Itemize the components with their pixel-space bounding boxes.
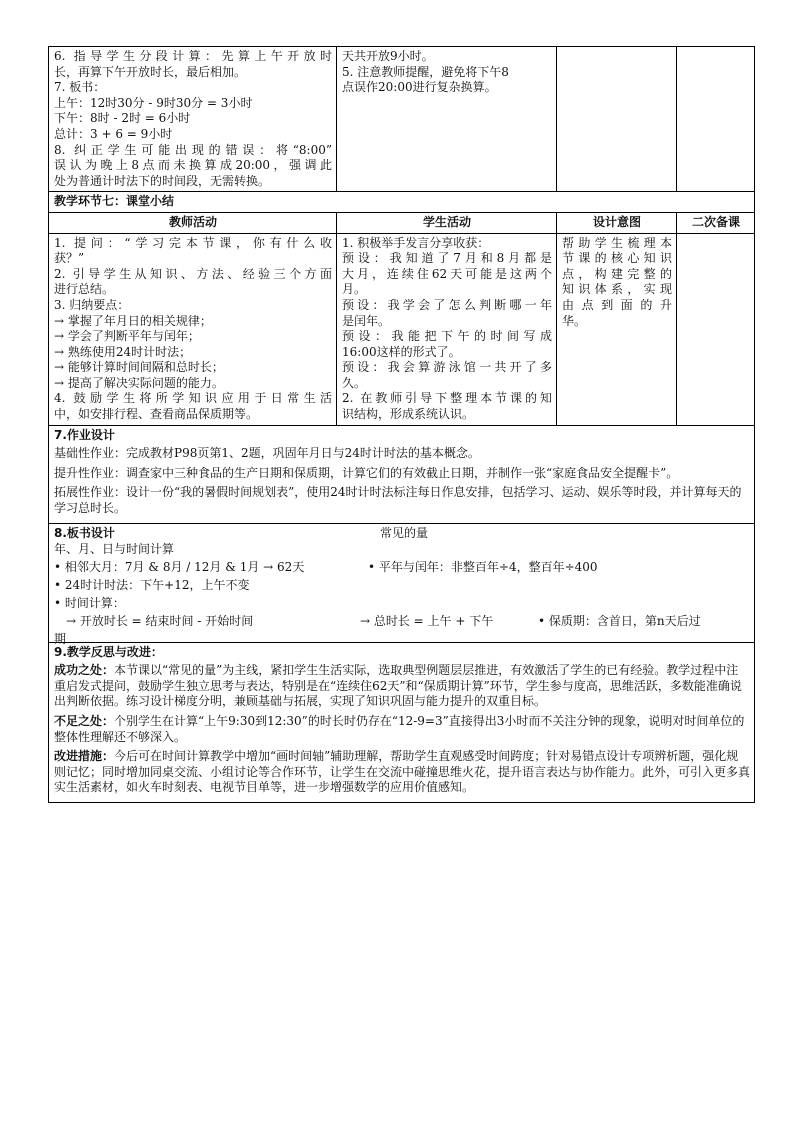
summary-content-row bbox=[49, 233, 755, 425]
board-point-24h: • 24时计时法：下午+12，上午不变 bbox=[54, 577, 250, 592]
text-line: 中，如安排行程、查看商品保质期等。 bbox=[54, 407, 259, 422]
text-line: 是闰年。 bbox=[342, 313, 391, 328]
column-header-row bbox=[49, 212, 755, 233]
text-line: 3. 归纳要点： bbox=[54, 297, 130, 312]
text-line: 1. 积极举手发言分享收获： bbox=[342, 235, 490, 250]
homework-basic: 基础性作业：完成教材P98页第1、2题，巩固年月日与24时计时法的基本概念。 bbox=[54, 446, 480, 461]
text-line: 天共开放9小时。 bbox=[342, 49, 434, 63]
shortfall-label: 不足之处： bbox=[54, 714, 115, 728]
text-line: 久。 bbox=[342, 375, 367, 390]
board-center-title: 常见的量 bbox=[380, 525, 429, 540]
text-line: 点，构建完整的 bbox=[562, 266, 672, 281]
text-line: 华。 bbox=[562, 313, 587, 328]
student-activity-cell bbox=[337, 47, 557, 192]
homework-improve: 提升性作业：调查家中三种食品的生产日期和保质期，计算它们的有效截止日期，并制作一张“家庭食品安全提醒卡”。 bbox=[54, 465, 679, 480]
text-line: 长，再算下午开放时长，最后相加。 bbox=[54, 64, 247, 79]
continuation-row bbox=[49, 47, 755, 192]
text-line: 预设：我能把下午的时间写成 bbox=[342, 329, 552, 344]
text-line: 1. 提问：“学习完本节课，你有什么收 bbox=[54, 235, 332, 250]
reflection-cell bbox=[49, 642, 755, 802]
text-line: 4. 鼓励学生将所学知识应用于日常生活 bbox=[54, 391, 332, 406]
homework-title: 7.作业设计 bbox=[54, 427, 115, 442]
text-line: → 学会了判断平年与闰年； bbox=[54, 329, 200, 344]
lesson-plan-table bbox=[48, 46, 755, 803]
improve-text: 今后可在时间计算教学中增加“画时间轴”辅助理解，帮助学生直观感受时间跨度；针对易错点设计专项辨析题，强化规则记忆；同时增加同桌交流、小组讨论等合作环节，让学生在交流中碰撞思维火花，提升语言表达与协作能力。此外，可引入更多真实生活素材，如火车时刻表、电视节目单等，进一步增强数学的应用价值感知。 bbox=[54, 749, 751, 795]
text-line: 获？” bbox=[54, 251, 85, 266]
text-line: 6. 指导学生分段计算：先算上午开放时 bbox=[54, 49, 332, 63]
reflection-success bbox=[54, 663, 750, 710]
board-point-leap-year: • 平年与闰年：非整百年÷4，整百年÷400 bbox=[368, 559, 598, 574]
text-line: 预设：我会算游泳馆一共开了多 bbox=[342, 360, 552, 375]
text-line: 节课的核心知识 bbox=[562, 251, 672, 266]
text-line: 知识体系，实现 bbox=[562, 282, 672, 297]
text-line: 总计：3 + 6 = 9小时 bbox=[54, 126, 173, 141]
improve-label: 改进措施： bbox=[54, 749, 115, 764]
teacher-activity-cell bbox=[49, 47, 337, 192]
homework-cell bbox=[49, 425, 755, 523]
text-line: 8. 纠正学生可能出现的错误：将“8:00” bbox=[54, 142, 332, 157]
design-intent-cell bbox=[557, 47, 677, 192]
homework-row bbox=[49, 425, 755, 523]
teacher-activity-cell bbox=[49, 233, 337, 425]
text-line: 大月，连续住62天可能是这两个 bbox=[342, 266, 552, 281]
board-design-row bbox=[49, 523, 755, 642]
text-line: → 提高了解决实际问题的能力。 bbox=[54, 375, 224, 390]
text-line: 5. 注意教师提醒，避免将下午8 bbox=[342, 64, 509, 79]
text-line: 16:00这样的形式了。 bbox=[342, 344, 461, 359]
text-line: 帮助学生梳理本 bbox=[562, 235, 672, 250]
board-point-shelf-life-end: 期 bbox=[54, 631, 67, 646]
board-title: 8.板书设计 bbox=[54, 525, 115, 540]
text-line: 识结构，形成系统认识。 bbox=[342, 407, 475, 422]
text-line: → 掌握了年月日的相关规律； bbox=[54, 313, 212, 328]
second-prep-cell bbox=[677, 47, 755, 192]
header-student-activity: 学生活动 bbox=[337, 212, 557, 233]
board-design-cell bbox=[49, 523, 755, 646]
text-line: 预设：我学会了怎么判断哪一年 bbox=[342, 297, 552, 312]
board-point-time-calc: • 时间计算： bbox=[54, 595, 125, 610]
text-line: 由点到面的升 bbox=[562, 297, 672, 312]
reflection-shortfall bbox=[54, 714, 750, 745]
second-prep-cell bbox=[677, 233, 755, 425]
reflection-title: 9.教学反思与改进： bbox=[54, 644, 163, 659]
text-line: 2. 在教师引导下整理本节课的知 bbox=[342, 391, 552, 406]
success-label: 成功之处： bbox=[54, 663, 115, 678]
board-point-big-months: • 相邻大月：7月 & 8月 / 12月 & 1月 → 62天 bbox=[54, 559, 305, 574]
header-design-intent: 设计意图 bbox=[557, 212, 677, 233]
board-subtitle: 年、月、日与时间计算 bbox=[54, 541, 175, 556]
header-teacher-activity: 教师活动 bbox=[49, 212, 337, 233]
reflection-row bbox=[49, 642, 755, 802]
design-intent-cell bbox=[557, 233, 677, 425]
text-line: 上午：12时30分 - 9时30分 = 3小时 bbox=[54, 95, 253, 110]
text-line: 2. 引导学生从知识、方法、经验三个方面 bbox=[54, 266, 332, 281]
success-text: 本节课以“常见的量”为主线，紧扣学生生活实际，选取典型例题层层推进，有效激活了学生的已有经验。教学过程中注重启发式提问，鼓励学生独立思考与表达，特别是在“连续住62天”和“保质期计算”环节，学生参与度高，思维活跃，多数能准确说出判断依据。练习设计梯度分明，兼顾基础与拓展，实现了知识巩固与能力提升的双重目标。 bbox=[54, 663, 742, 709]
text-line: → 能够计算时间间隔和总时长； bbox=[54, 360, 224, 375]
text-line: 进行总结。 bbox=[54, 282, 115, 297]
shortfall-text: 个别学生在计算“上午9:30到12:30”的时长时仍存在“12-9=3”直接得出3小时而不关注分钟的现象，说明对时间单位的整体性理解还不够深入。 bbox=[54, 714, 745, 744]
text-line: 7. 板书： bbox=[54, 80, 106, 95]
board-point-total-duration: → 总时长 = 上午 + 下午 bbox=[360, 613, 494, 628]
section-title-row bbox=[49, 192, 755, 213]
text-line: 处为普通计时法下的时间段，无需转换。 bbox=[54, 173, 271, 188]
text-line: 月。 bbox=[342, 282, 367, 297]
header-second-prep: 二次备课 bbox=[677, 212, 755, 233]
text-line: 下午：8时 - 2时 = 6小时 bbox=[54, 111, 191, 126]
board-point-open-duration: → 开放时长 = 结束时间 - 开始时间 bbox=[66, 613, 254, 628]
section-title: 教学环节七：课堂小结 bbox=[49, 192, 755, 213]
text-line: → 熟练使用24时计时法； bbox=[54, 344, 192, 359]
text-line: 预设：我知道了7月和8月都是 bbox=[342, 251, 552, 266]
student-activity-cell bbox=[337, 233, 557, 425]
reflection-improve bbox=[54, 749, 750, 796]
homework-extend: 拓展性作业：设计一份“我的暑假时间规划表”，使用24时计时法标注每日作息安排，包括学习、运动、娱乐等时段，并计算每天的学习总时长。 bbox=[54, 485, 742, 516]
board-point-shelf-life: • 保质期：含首日，第n天后过 bbox=[538, 613, 701, 628]
text-line: 点误作20:00进行复杂换算。 bbox=[342, 80, 497, 95]
text-line: 误认为晚上8点而未换算成20:00，强调此 bbox=[54, 158, 332, 173]
